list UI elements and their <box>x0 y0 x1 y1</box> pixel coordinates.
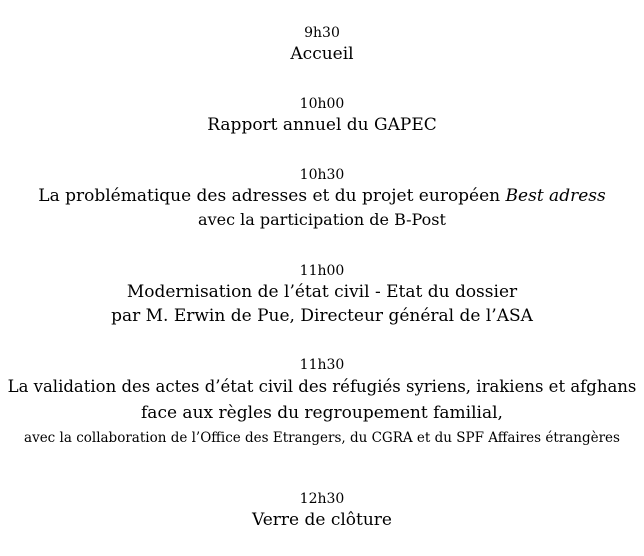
session-closing <box>0 490 644 532</box>
session-refugee-documents <box>0 356 644 450</box>
session-time: 11h30 <box>299 357 345 373</box>
session-time: 10h00 <box>299 96 345 112</box>
session-title <box>0 184 644 208</box>
session-time: 10h30 <box>299 167 345 183</box>
session-title-text: La problématique des adresses et du projet européen <box>38 186 506 206</box>
session-title: Rapport annuel du GAPEC <box>207 115 437 135</box>
session-speaker: par M. Erwin de Pue, Directeur général de l’ASA <box>111 306 533 326</box>
session-time: 9h30 <box>304 25 340 41</box>
session-annual-report <box>0 95 644 137</box>
session-time: 11h00 <box>299 263 345 279</box>
session-addresses <box>0 166 644 232</box>
session-title: Accueil <box>290 44 354 64</box>
session-civil-status <box>0 262 644 328</box>
session-time: 12h30 <box>299 491 345 507</box>
session-subtitle: avec la participation de B-Post <box>198 210 446 229</box>
session-title: Modernisation de l’état civil - Etat du dossier <box>126 282 518 302</box>
session-title: La validation des actes d’état civil des réfugiés syriens, irakiens et afghans <box>7 377 637 396</box>
session-collaboration: avec la collaboration de l’Office des Etrangers, du CGRA et du SPF Affaires étrangères <box>24 430 620 446</box>
project-name: Best adress <box>505 186 606 206</box>
session-title: Verre de clôture <box>251 510 392 530</box>
session-welcome <box>0 24 644 66</box>
session-title-continued: face aux règles du regroupement familial, <box>141 403 503 423</box>
